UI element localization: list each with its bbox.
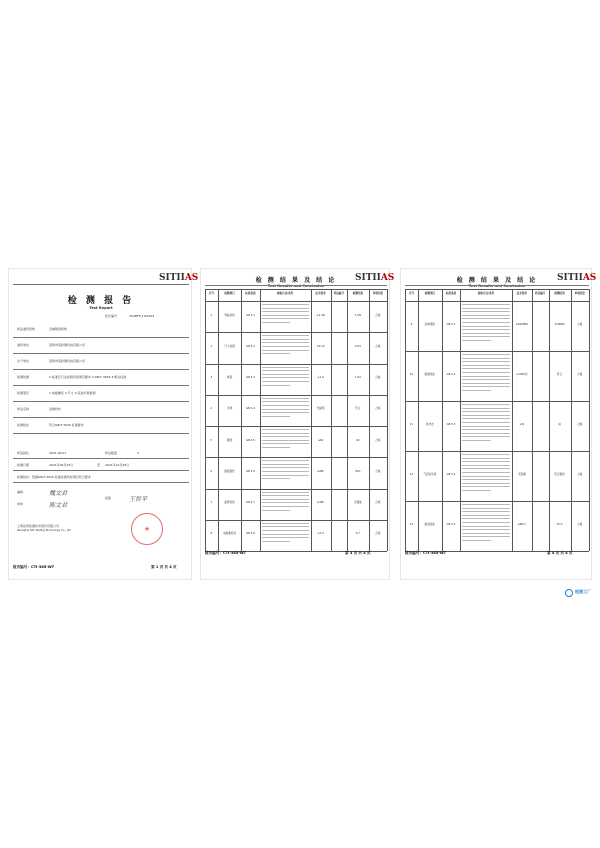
method-text-line	[462, 440, 491, 441]
method-text-line	[462, 454, 510, 455]
report-title: 检 测 报 告	[67, 296, 135, 306]
table-cell: 合格	[375, 376, 381, 380]
sig-reviewer-label: 审核	[17, 502, 24, 506]
table-cell: 3	[210, 376, 213, 380]
table-header-cell: 标准条款	[245, 292, 256, 295]
table-cell: 合格	[375, 469, 381, 473]
test-end-value: 2021年10月20日	[105, 463, 130, 467]
method-text-line	[262, 401, 309, 402]
row-rule	[13, 337, 189, 338]
table-cell: 合格	[375, 407, 381, 411]
method-text-line	[262, 537, 309, 538]
method-text-line	[462, 304, 510, 305]
table-border	[387, 289, 388, 551]
method-text-line	[462, 368, 510, 369]
info-row-value: 深圳市某检测科技有限公司	[49, 343, 86, 347]
method-text-line	[262, 315, 309, 316]
table-border	[405, 301, 589, 302]
info-row-label: 生产单位	[17, 359, 30, 363]
results-title-en: Test Results and Conclusion	[267, 284, 325, 288]
table-cell: 0.7	[355, 532, 360, 536]
table-cell: 13	[409, 523, 414, 526]
table-border	[460, 289, 461, 551]
table-cell: 62	[356, 438, 360, 442]
table-row-border	[205, 332, 387, 333]
table-cell: ±0.10	[316, 344, 325, 348]
company-name: 上海优普检测技术股份有限公司	[17, 524, 60, 528]
method-text-line	[462, 429, 510, 430]
table-row-border	[205, 489, 387, 490]
method-text-line	[262, 534, 309, 535]
table-cell: ≥60	[317, 438, 324, 442]
method-text-line	[262, 377, 309, 378]
table-border	[218, 289, 219, 551]
table-cell: ≤80℃	[517, 523, 527, 526]
report-title-en: Test Report	[89, 306, 113, 310]
table-cell: 合格	[375, 344, 381, 348]
table-border	[241, 289, 242, 551]
method-text-line	[262, 530, 309, 531]
method-text-line	[262, 381, 309, 382]
method-text-line	[262, 350, 309, 351]
method-text-line	[462, 426, 510, 427]
method-text-line	[462, 476, 510, 477]
method-text-line	[462, 418, 510, 419]
method-text-line	[262, 523, 309, 524]
table-cell: GB 5.3	[446, 423, 456, 426]
table-border	[205, 289, 206, 551]
table-cell: 合格	[577, 323, 583, 326]
company-name-en: Shanghai Sitii Testing Technology Co., Ltd	[17, 529, 71, 532]
footer-report-code: 报告编号：CTI-385-WT	[205, 551, 247, 555]
method-text-line	[462, 422, 510, 423]
table-cell: 6	[210, 469, 213, 473]
method-text-line	[262, 510, 290, 511]
method-text-line	[462, 315, 510, 316]
method-text-line	[262, 311, 309, 312]
table-cell: GB 4.6	[246, 469, 255, 473]
info-row-value: 1.标准及行业检测设备项目要求 2.GB/T 4026 3.相关标准	[49, 375, 127, 379]
table-header-cell: 序号	[208, 292, 214, 295]
table-header-cell: 样品编号	[333, 292, 344, 295]
table-cell: 2	[210, 344, 213, 348]
method-text-line	[462, 461, 510, 462]
table-header-cell: 检测结果	[352, 292, 364, 295]
table-cell: 合格	[577, 523, 583, 526]
method-text-line	[262, 464, 309, 465]
info-row-value: 安徽联创机构	[49, 327, 68, 331]
table-cell: ≥5J	[519, 423, 525, 426]
method-text-line	[462, 408, 510, 409]
method-text-line	[462, 529, 510, 530]
table-header-cell: 检验方法/条件	[477, 292, 495, 295]
table-header-cell: 单项结论	[372, 292, 384, 295]
method-text-line	[262, 385, 290, 386]
method-text-line	[462, 390, 491, 391]
footer-report-code: 报告编号：CTI-385-WT	[405, 551, 447, 555]
method-text-line	[262, 440, 309, 441]
method-text-line	[262, 322, 290, 323]
table-border	[549, 289, 550, 551]
table-cell: 符合要求	[554, 473, 565, 476]
method-text-line	[462, 508, 510, 509]
official-seal: ★	[131, 513, 163, 545]
method-text-line	[262, 526, 309, 527]
method-text-line	[262, 335, 309, 336]
table-row-border	[205, 520, 387, 521]
sitiias-logo: SITIIAS	[355, 273, 395, 283]
method-text-line	[262, 416, 290, 417]
table-row-border	[405, 501, 589, 502]
conclusion-note: 检测结论：依据GB/T 4026 标准检测所检项目符合要求	[17, 475, 91, 479]
table-row-border	[205, 364, 387, 365]
row-rule	[13, 401, 189, 402]
sig-approver-label: 批准	[105, 496, 112, 500]
footer-page-number: 第 1 页 共 4 页	[151, 565, 177, 569]
table-cell: 1.04	[354, 376, 361, 380]
table-cell: 盐雾试验	[224, 501, 235, 505]
method-text-line	[462, 518, 510, 519]
info-row-label: 检测结论	[17, 423, 30, 427]
table-row-border	[405, 351, 589, 352]
row-rule	[13, 369, 189, 370]
method-text-line	[462, 311, 510, 312]
method-text-line	[462, 322, 510, 323]
method-text-line	[262, 495, 309, 496]
method-text-line	[462, 386, 510, 387]
table-cell: 合格	[375, 501, 381, 505]
table-cell: 尺寸检测	[224, 344, 235, 348]
table-header-cell: 检测项目	[224, 292, 235, 295]
table-border	[369, 289, 370, 551]
table-cell: 合格	[577, 373, 583, 376]
method-text-line	[462, 404, 510, 405]
method-text-line	[262, 304, 309, 305]
method-text-line	[462, 308, 510, 309]
table-border	[205, 301, 387, 302]
table-cell: 5	[210, 438, 213, 442]
table-cell: 无缺陷	[316, 407, 325, 411]
table-header-cell: 技术要求	[516, 292, 528, 295]
results-title: 检 测 结 果 及 结 论	[255, 277, 337, 284]
method-text-line	[262, 436, 309, 437]
method-text-line	[262, 471, 309, 472]
method-text-line	[462, 533, 510, 534]
table-cell: 合格	[375, 313, 381, 317]
method-text-line	[262, 374, 309, 375]
method-text-line	[262, 433, 309, 434]
table-border	[571, 289, 572, 551]
method-text-line	[462, 318, 510, 319]
table-cell: 合格	[577, 473, 583, 476]
table-row-border	[405, 451, 589, 452]
table-cell: 厚度	[226, 376, 233, 380]
info-row-label: 检测项目	[17, 391, 30, 395]
info-row-value: 金属材料	[49, 407, 62, 411]
table-cell: GB 4.7	[246, 501, 255, 505]
method-text-line	[262, 412, 309, 413]
info-row-value: 符合GB/T 4026 标准要求	[49, 423, 84, 427]
table-cell: ≥200MPa	[515, 323, 529, 326]
table-border	[405, 289, 589, 290]
table-cell: GB 5.1	[446, 323, 456, 326]
table-border	[331, 289, 332, 551]
sample-qty-value: 3	[137, 451, 139, 455]
report-no-label: 报告编号	[105, 314, 118, 318]
method-text-line	[462, 472, 510, 473]
method-text-line	[462, 376, 510, 377]
table-cell: 耐腐蚀性	[224, 469, 235, 473]
row-rule	[13, 433, 189, 434]
table-header-cell: 序号	[408, 292, 415, 295]
table-border	[405, 289, 406, 551]
results-title-en: Test Results and Conclusion	[468, 284, 526, 288]
table-cell: 1.2N	[354, 313, 361, 317]
method-text-line	[462, 458, 510, 459]
table-cell: GB 4.4	[246, 407, 255, 411]
footer-report-code: 报告编号：CTI-385-WT	[13, 565, 55, 569]
sig-reviewer: 陈文君	[49, 502, 68, 509]
table-cell: 耐温性能	[424, 523, 436, 526]
method-text-line	[462, 329, 510, 330]
method-text-line	[462, 526, 510, 527]
info-row-value: 1.电磁兼容 2.尺寸 3.其他外观检测	[49, 391, 96, 395]
method-text-line	[462, 468, 510, 469]
table-cell: GB 4.8	[246, 532, 255, 536]
footer-page-number: 第 4 页 共 4 页	[547, 551, 573, 555]
test-date-value: 2021年09月22日	[49, 463, 74, 467]
table-cell: 1	[210, 313, 213, 317]
method-text-line	[262, 353, 290, 354]
method-text-line	[462, 379, 510, 380]
table-header-cell: 单项结论	[574, 292, 585, 295]
method-text-line	[462, 515, 510, 516]
sig-approver: 王哲平	[129, 496, 148, 503]
table-border	[260, 289, 261, 551]
table-header-cell: 检测项目	[424, 292, 436, 295]
table-cell: 无腐蚀	[353, 501, 362, 505]
test-end-label: 至	[97, 463, 101, 467]
method-text-line	[262, 502, 309, 503]
table-cell: 210MPa	[554, 323, 565, 326]
table-cell: 4	[210, 407, 213, 411]
method-text-line	[262, 447, 290, 448]
table-cell: 6J	[558, 423, 561, 426]
table-cell: 气密性试验	[423, 473, 437, 476]
method-text-line	[262, 506, 309, 507]
table-cell: 弯曲试验	[224, 313, 235, 317]
brand-icon	[565, 589, 573, 597]
method-text-line	[262, 492, 309, 493]
method-text-line	[462, 383, 510, 384]
table-header-cell: 检测结果	[554, 292, 565, 295]
sample-qty-label: 样品数量	[105, 451, 118, 455]
method-text-line	[462, 336, 510, 337]
table-row-border	[205, 395, 387, 396]
table-cell: 96h	[355, 469, 361, 473]
method-text-line	[462, 354, 510, 355]
received-value: 2021.09.07	[49, 451, 67, 455]
table-header-cell: 技术要求	[315, 292, 326, 295]
method-text-line	[262, 367, 309, 368]
row-rule	[13, 417, 189, 418]
method-text-line	[262, 370, 309, 371]
table-cell: 9	[410, 323, 413, 326]
row-rule	[13, 385, 189, 386]
info-row-label: 委托单位	[17, 343, 30, 347]
method-text-line	[462, 479, 510, 480]
table-cell: GB 5.2	[446, 373, 456, 376]
method-text-line	[262, 318, 309, 319]
table-border	[442, 289, 443, 551]
table-border	[205, 289, 387, 290]
method-text-line	[462, 540, 491, 541]
table-border	[512, 289, 513, 551]
table-cell: 硬度	[226, 438, 233, 442]
results-page-3	[200, 268, 395, 580]
table-cell: GB 4.5	[246, 438, 255, 442]
table-cell: ≥1.0	[317, 376, 324, 380]
report-no-value: 25ABFF(1)01004	[129, 314, 155, 318]
sitiias-logo: SITIIAS	[159, 273, 199, 283]
table-cell: GB 4.3	[246, 376, 255, 380]
received-label: 样品到达	[17, 451, 30, 455]
table-cell: 合格	[375, 532, 381, 536]
table-border	[589, 289, 590, 551]
table-row-border	[205, 426, 387, 427]
table-border	[418, 289, 419, 551]
table-border	[532, 289, 533, 551]
method-text-line	[262, 499, 309, 500]
info-row-label: 样品名称	[17, 407, 30, 411]
method-text-line	[462, 486, 510, 487]
info-row-label: 检测依据	[17, 375, 30, 379]
method-text-line	[262, 429, 309, 430]
method-text-line	[462, 415, 510, 416]
test-date-label: 检测日期	[17, 463, 30, 467]
method-text-line	[262, 346, 309, 347]
method-text-line	[262, 308, 309, 309]
table-cell: 无泄漏	[517, 473, 526, 476]
method-text-line	[462, 436, 510, 437]
table-header-cell: 检验方法/条件	[276, 292, 294, 295]
results-page-4	[400, 268, 597, 580]
method-text-line	[462, 333, 510, 334]
method-text-line	[462, 483, 510, 484]
method-text-line	[462, 490, 491, 491]
method-text-line	[462, 465, 510, 466]
method-text-line	[462, 522, 510, 523]
table-cell: ≥1.2N	[316, 313, 325, 317]
table-cell: 10	[409, 373, 414, 376]
sitiias-logo: SITIIAS	[557, 273, 597, 283]
method-text-line	[462, 326, 510, 327]
table-cell: 拉伸强度	[424, 323, 436, 326]
results-title: 检 测 结 果 及 结 论	[456, 277, 538, 284]
table-cell: 合格	[375, 438, 381, 442]
brand-corner-logo: 检测工厂	[565, 588, 595, 598]
table-border	[347, 289, 348, 551]
report-cover-page	[8, 268, 199, 580]
method-text-line	[462, 365, 510, 366]
table-cell: 符合	[355, 407, 361, 411]
table-header-cell: 样品编号	[535, 292, 546, 295]
table-border	[311, 289, 312, 551]
method-text-line	[262, 460, 309, 461]
method-text-line	[262, 339, 309, 340]
table-cell: 7	[210, 501, 213, 505]
table-cell: 12	[409, 473, 414, 476]
table-cell: 11	[409, 423, 414, 426]
method-text-line	[462, 536, 510, 537]
method-text-line	[462, 361, 510, 362]
table-cell: ≥1000次	[516, 373, 528, 376]
method-text-line	[462, 511, 510, 512]
footer-page-number: 第 3 页 共 4 页	[345, 551, 371, 555]
info-row-label: 样品委托机构	[17, 327, 36, 331]
table-cell: 合格	[577, 423, 583, 426]
table-row-border	[405, 401, 589, 402]
method-text-line	[462, 358, 510, 359]
table-cell: GB 4.2	[246, 344, 255, 348]
table-cell: ≥48h	[316, 501, 325, 505]
table-cell: 耐磨性能	[424, 373, 436, 376]
table-cell: 抗冲击	[425, 423, 434, 426]
table-cell: ≤1.0	[317, 532, 324, 536]
table-cell: 电磁兼容性	[223, 532, 237, 536]
table-cell: ≥96h	[316, 469, 325, 473]
method-text-line	[462, 433, 510, 434]
method-text-line	[262, 398, 309, 399]
method-text-line	[262, 405, 309, 406]
table-cell: GB 4.1	[246, 313, 255, 317]
table-cell: 8	[210, 532, 213, 536]
method-text-line	[262, 467, 309, 468]
table-cell: 符合	[556, 373, 563, 376]
method-text-line	[462, 411, 510, 412]
method-text-line	[262, 478, 290, 479]
sig-editor: 魏文君	[49, 490, 68, 497]
table-cell: 外观	[226, 407, 233, 411]
table-row-border	[205, 457, 387, 458]
table-cell: 0.04	[354, 344, 361, 348]
table-header-cell: 标准条款	[445, 292, 457, 295]
method-text-line	[262, 541, 290, 542]
table-cell: GB 5.5	[446, 523, 456, 526]
method-text-line	[462, 504, 510, 505]
info-row-value: 深圳市某检测科技有限公司	[49, 359, 86, 363]
method-text-line	[262, 409, 309, 410]
table-cell: 75℃	[556, 523, 563, 526]
method-text-line	[462, 372, 510, 373]
method-text-line	[462, 340, 491, 341]
method-text-line	[262, 475, 309, 476]
method-text-line	[262, 342, 309, 343]
sig-editor-label: 编制	[17, 490, 24, 494]
row-rule	[13, 353, 189, 354]
table-cell: GB 5.4	[446, 473, 456, 476]
method-text-line	[262, 443, 309, 444]
